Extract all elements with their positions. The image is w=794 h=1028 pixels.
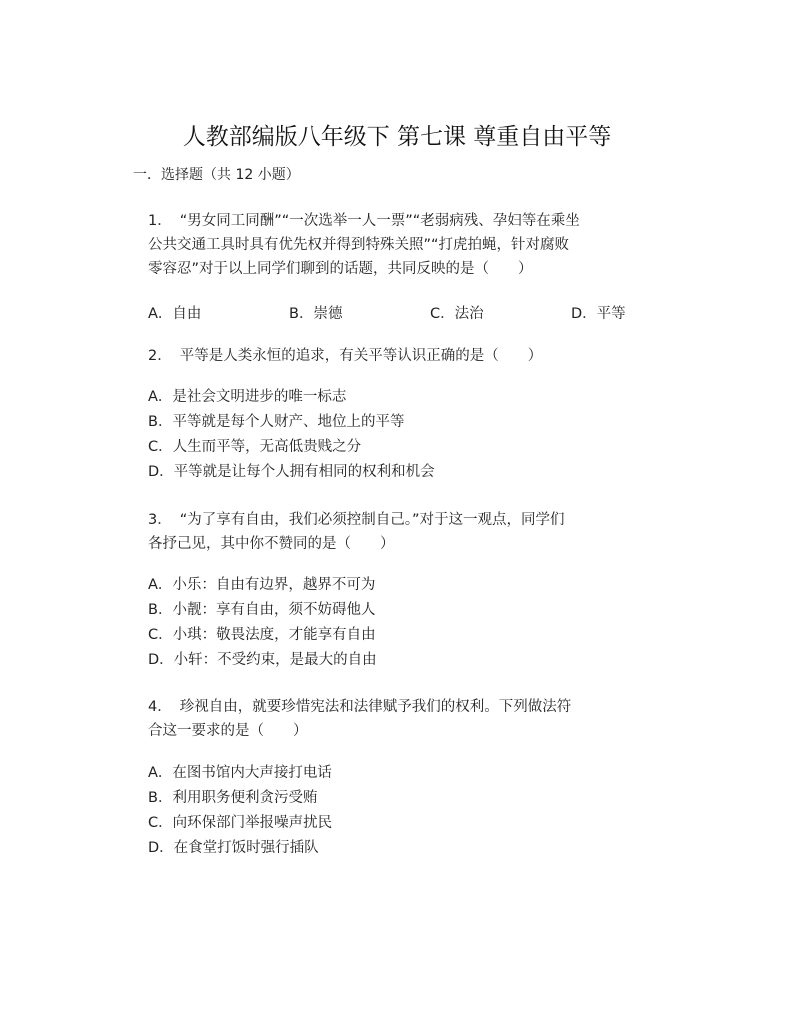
question-number: 2． (148, 348, 172, 364)
options-3 (148, 573, 648, 673)
document-title: 人教部编版八年级下 第七课 尊重自由平等 (182, 124, 612, 150)
option-a: A．自由 (148, 306, 202, 322)
option-c: C．法治 (430, 306, 484, 322)
options-1 (148, 302, 648, 323)
question-stem-line: 各抒己见，其中你不赞同的是（ ） (148, 536, 395, 552)
question-number: 3． (148, 512, 172, 528)
question-stem-line: 4． 珍视自由，就要珍惜宪法和法律赋予我们的权利。下列做法符 (148, 699, 572, 715)
option-d: D．平等 (571, 306, 626, 322)
option-c: C．向环保部门举报噪声扰民 (148, 815, 333, 831)
option-d: D．平等就是让每个人拥有相同的权利和机会 (148, 464, 435, 480)
question-stem-line: 零容忍”对于以上同学们聊到的话题，共同反映的是（ ） (148, 261, 533, 277)
question-stem-line: 公共交通工具时具有优先权并得到特殊关照”“打虎拍蝇，针对腐败 (148, 237, 570, 253)
question-stem-line: 2． 平等是人类永恒的追求，有关平等认识正确的是（ ） (148, 348, 543, 364)
question-stem-line: 1． “男女同工同酬”“一次选举一人一票”“老弱病残、孕妇等在乘坐 (148, 213, 580, 229)
option-d: D．在食堂打饭时强行插队 (148, 840, 319, 856)
option-a: A．在图书馆内大声接打电话 (148, 765, 332, 781)
section-header: 一．选择题（共 12 小题） (133, 167, 300, 183)
option-b: B．平等就是每个人财产、地位上的平等 (148, 414, 405, 430)
question-number: 1． (148, 213, 172, 229)
question-number: 4． (148, 699, 172, 715)
option-c: C．小琪：敬畏法度，才能享有自由 (148, 627, 376, 643)
option-b: B．利用职务便利贪污受贿 (148, 790, 318, 806)
question-1 (148, 209, 648, 281)
question-stem-line: 合这一要求的是（ ） (148, 723, 308, 739)
question-2 (148, 344, 648, 368)
options-4 (148, 761, 648, 861)
question-4 (148, 695, 648, 743)
option-b: B．崇德 (289, 306, 343, 322)
option-c: C．人生而平等，无高低贵贱之分 (148, 439, 362, 455)
option-a: A．小乐：自由有边界，越界不可为 (148, 577, 376, 593)
option-b: B．小靓：享有自由，须不妨碍他人 (148, 602, 376, 618)
question-stem-line: 3． “为了享有自由，我们必须控制自己。”对于这一观点，同学们 (148, 512, 565, 528)
option-d: D．小轩：不受约束，是最大的自由 (148, 652, 377, 668)
options-2 (148, 385, 648, 485)
question-3 (148, 508, 648, 556)
option-a: A．是社会文明进步的唯一标志 (148, 389, 347, 405)
